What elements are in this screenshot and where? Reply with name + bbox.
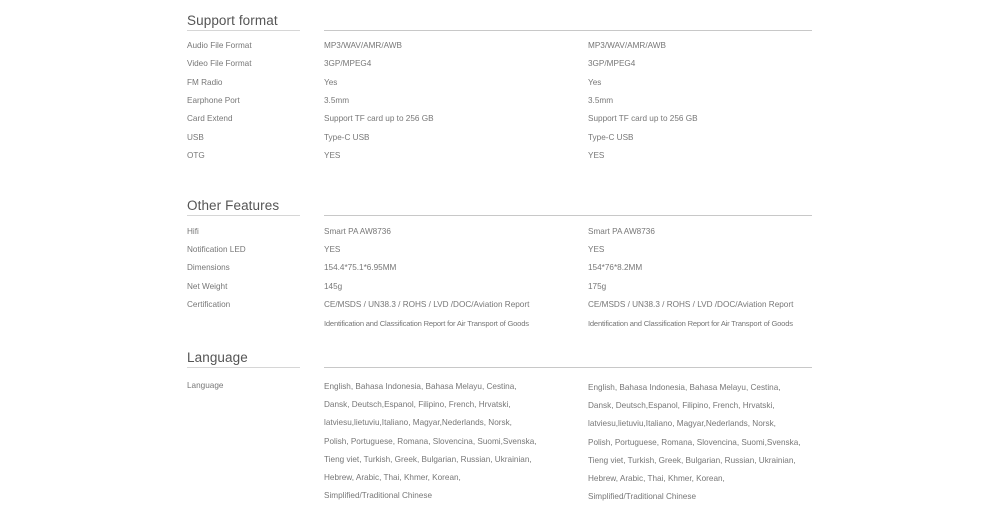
section-title-other-features: Other Features: [187, 198, 280, 213]
spec-row-notification-led: [0, 244, 1000, 260]
spec-label: Certification: [187, 300, 231, 309]
spec-label: USB: [187, 133, 204, 142]
spec-value-model-1: Identification and Classification Report for Air Transport of Goods: [324, 319, 529, 328]
language-line: Tieng viet, Turkish, Greek, Bulgarian, Russian, Ukrainian,: [588, 456, 796, 465]
spec-value-model-1: YES: [324, 151, 341, 160]
spec-value-model-2: Smart PA AW8736: [588, 227, 655, 236]
language-line: latviesu,lietuviu,Italiano, Magyar,Nederlands, Norsk,: [588, 419, 776, 428]
spec-value-model-2: 154*76*8.2MM: [588, 263, 643, 272]
spec-label: Dimensions: [187, 263, 230, 272]
spec-label: Net Weight: [187, 282, 228, 291]
spec-label: Audio File Format: [187, 41, 252, 50]
spec-value-model-2: Type-C USB: [588, 133, 634, 142]
language-line: Simplified/Traditional Chinese: [588, 492, 697, 501]
spec-row-otg: [0, 150, 1000, 166]
spec-row-fm-radio: [0, 77, 1000, 93]
spec-label: Hifi: [187, 227, 199, 236]
spec-value-model-2: Support TF card up to 256 GB: [588, 114, 698, 123]
language-line: Simplified/Traditional Chinese: [324, 491, 433, 500]
spec-value-model-1: Smart PA AW8736: [324, 227, 391, 236]
spec-value-model-2: Yes: [588, 78, 602, 87]
spec-value-model-1: YES: [324, 245, 341, 254]
spec-label: Video File Format: [187, 59, 252, 68]
spec-value-model-1: CE/MSDS / UN38.3 / ROHS / LVD /DOC/Aviation Report: [324, 300, 530, 309]
section-underline: [187, 215, 300, 216]
language-line: English, Bahasa Indonesia, Bahasa Melayu, Cestina,: [324, 382, 517, 391]
spec-label: OTG: [187, 151, 205, 160]
spec-row-hifi: [0, 226, 1000, 242]
spec-row-card-extend: [0, 113, 1000, 129]
spec-value-model-1: MP3/WAV/AMR/AWB: [324, 41, 402, 50]
section-title-language: Language: [187, 350, 248, 365]
spec-row-dimensions: [0, 262, 1000, 278]
spec-row-net-weight: [0, 281, 1000, 297]
spec-value-model-2: CE/MSDS / UN38.3 / ROHS / LVD /DOC/Aviation Report: [588, 300, 794, 309]
spec-row-audio-format: [0, 40, 1000, 56]
spec-value-model-2: MP3/WAV/AMR/AWB: [588, 41, 666, 50]
language-line: Hebrew, Arabic, Thai, Khmer, Korean,: [324, 473, 461, 482]
spec-value-model-1: Type-C USB: [324, 133, 370, 142]
section-title-support-format: Support format: [187, 13, 278, 28]
spec-value-model-1: 3GP/MPEG4: [324, 59, 372, 68]
spec-row-earphone-port: [0, 95, 1000, 111]
spec-value-model-2: 175g: [588, 282, 607, 291]
spec-row-video-format: [0, 58, 1000, 74]
language-line: latviesu,lietuviu,Italiano, Magyar,Nederlands, Norsk,: [324, 418, 512, 427]
spec-value-model-1: 145g: [324, 282, 343, 291]
spec-value-model-1: Yes: [324, 78, 338, 87]
spec-row-certification-continued: [0, 318, 1000, 334]
language-line: Polish, Portuguese, Romana, Slovencina, Suomi,Svenska,: [588, 438, 801, 447]
spec-label: FM Radio: [187, 78, 223, 87]
spec-value-model-2: 3GP/MPEG4: [588, 59, 636, 68]
spec-label: Card Extend: [187, 114, 233, 123]
language-line: English, Bahasa Indonesia, Bahasa Melayu, Cestina,: [588, 383, 781, 392]
spec-value-model-2: YES: [588, 151, 605, 160]
section-underline: [187, 367, 300, 368]
spec-row-certification: [0, 299, 1000, 315]
spec-value-model-1: Support TF card up to 256 GB: [324, 114, 434, 123]
language-line: Hebrew, Arabic, Thai, Khmer, Korean,: [588, 474, 725, 483]
language-line: Polish, Portuguese, Romana, Slovencina, Suomi,Svenska,: [324, 437, 537, 446]
language-line: Dansk, Deutsch,Espanol, Filipino, French, Hrvatski,: [324, 400, 511, 409]
spec-value-model-1: 3.5mm: [324, 96, 350, 105]
spec-label: Notification LED: [187, 245, 246, 254]
section-underline: [187, 30, 300, 31]
language-line: Tieng viet, Turkish, Greek, Bulgarian, Russian, Ukrainian,: [324, 455, 532, 464]
spec-value-model-2: Identification and Classification Report for Air Transport of Goods: [588, 319, 793, 328]
spec-label: Earphone Port: [187, 96, 240, 105]
spec-label-language: Language: [187, 381, 224, 390]
section-divider: [324, 215, 812, 216]
spec-value-model-1: 154.4*75.1*6.95MM: [324, 263, 397, 272]
section-divider: [324, 30, 812, 31]
section-divider: [324, 367, 812, 368]
spec-value-model-2: YES: [588, 245, 605, 254]
spec-value-model-2: 3.5mm: [588, 96, 614, 105]
language-line: Dansk, Deutsch,Espanol, Filipino, French, Hrvatski,: [588, 401, 775, 410]
spec-row-usb: [0, 132, 1000, 148]
